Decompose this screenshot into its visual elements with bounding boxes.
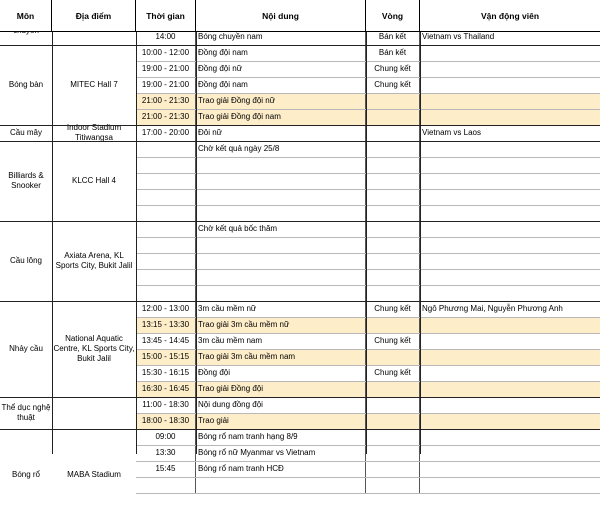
athletes-cell [420,445,600,461]
time-cell: 21:00 - 21:30 [136,109,196,125]
time-cell [136,269,196,285]
venue-name: MITEC Hall 7 [70,80,118,89]
row-divider [136,205,600,206]
time-cell: 14:00 [136,29,196,45]
round-cell [366,141,420,157]
row-divider [136,349,600,350]
time-cell: 13:45 - 14:45 [136,333,196,349]
sport-name: Thể dục nghệ thuật [1,403,51,422]
table-row [136,413,600,429]
content-cell [196,237,366,253]
sport-name: Billiards & Snooker [8,171,44,190]
table-row [136,381,600,397]
time-cell [136,189,196,205]
time-cell [136,205,196,221]
athletes-cell [420,173,600,189]
content-cell: Trao giải Đồng đội nam [196,109,366,125]
row-divider [136,253,600,254]
athletes-cell [420,77,600,93]
time-cell: 13:15 - 13:30 [136,317,196,333]
sport-name: Nhảy cầu [9,344,43,353]
venue-name [52,397,136,429]
table-row [136,189,600,205]
group-divider [0,221,600,222]
group-divider [0,301,600,302]
round-cell: Chung kết [366,77,420,93]
round-cell [366,429,420,445]
row-divider [136,77,600,78]
table-row [136,333,600,349]
venue-name: Axiata Arena, KL Sports City, Bukit Jalil [55,251,133,270]
venue-name: National Aquatic Centre, KL Sports City, Bukit Jalil [53,334,135,363]
round-cell [366,205,420,221]
group-divider [0,141,600,142]
venue-name: KLCC Hall 4 [71,176,116,185]
header-vdv: Vận động viên [420,0,600,32]
content-cell [196,189,366,205]
time-cell [136,173,196,189]
athletes-cell [420,45,600,61]
table-row [136,445,600,461]
round-cell [366,413,420,429]
round-cell [366,173,420,189]
time-cell [136,221,196,237]
row-divider [136,493,600,494]
content-cell [196,477,366,493]
content-cell: Chờ kết quả bốc thăm [196,221,366,237]
athletes-cell [420,477,600,493]
table-row [136,109,600,125]
content-cell: Bóng rổ nam tranh HCĐ [196,461,366,477]
sport-name: Bóng bàn [8,80,44,89]
row-divider [136,157,600,158]
table-row [136,141,600,157]
time-cell: 16:30 - 16:45 [136,381,196,397]
content-cell: Đồng đội nam [196,77,366,93]
table-row [136,397,600,413]
table-row [136,317,600,333]
row-divider [136,317,600,318]
round-cell [366,349,420,365]
table-row [136,93,600,109]
content-cell: Trao giải 3m cầu mềm nữ [196,317,366,333]
row-divider [136,269,600,270]
row-divider [136,365,600,366]
athletes-cell [420,205,600,221]
time-cell [136,253,196,269]
content-cell [196,157,366,173]
table-row [136,173,600,189]
group-divider [0,125,600,126]
athletes-cell: Vietnam vs Thailand [422,32,495,41]
time-cell: 15:30 - 16:15 [136,365,196,381]
time-cell: 12:00 - 13:00 [136,301,196,317]
content-cell: 3m cầu mềm nữ [196,301,366,317]
content-cell: Trao giải Đồng đội [196,381,366,397]
table-row [136,61,600,77]
row-divider [136,333,600,334]
round-cell [366,221,420,237]
table-row [136,205,600,221]
time-cell: 10:00 - 12:00 [136,45,196,61]
time-cell: 17:00 - 20:00 [136,125,196,141]
row-divider [136,173,600,174]
athletes-cell [420,93,600,109]
column-divider [196,0,197,454]
row-divider [136,237,600,238]
round-cell [366,125,420,141]
group-divider [0,397,600,398]
time-cell [136,141,196,157]
time-cell: 09:00 [136,429,196,445]
table-row [136,125,600,141]
header-dia-diem: Địa điểm [52,0,136,32]
round-cell [366,285,420,301]
group-divider [0,429,600,430]
athletes-cell [420,109,600,125]
time-cell: 19:00 - 21:00 [136,77,196,93]
athletes-cell [420,333,600,349]
table-row [136,477,600,493]
sport-name: Cầu mây [9,128,42,137]
athletes-cell [420,365,600,381]
content-cell [196,269,366,285]
venue-name: Indoor Stadium Titiwangsa [66,123,122,142]
table-row [136,269,600,285]
content-cell: Trao giải [196,413,366,429]
table-row [136,285,600,301]
athletes-cell [420,413,600,429]
sport-name: Cầu lông [9,256,43,265]
content-cell: Đồng đội [196,365,366,381]
athletes-cell [420,141,600,157]
athletes-cell [420,237,600,253]
table-row [136,157,600,173]
table-row [136,365,600,381]
round-cell [366,317,420,333]
round-cell [366,109,420,125]
round-cell: Bán kết [366,29,420,45]
column-divider [136,0,137,454]
round-cell [366,381,420,397]
time-cell [136,477,196,493]
athletes-cell [420,317,600,333]
round-cell [366,157,420,173]
round-cell [366,253,420,269]
venue-name: MABA Stadium [67,470,121,479]
athletes-cell [420,429,600,445]
row-divider [136,445,600,446]
content-cell: Bóng rổ nữ Myanmar vs Vietnam [196,445,366,461]
table-row [136,221,600,237]
athletes-cell [420,253,600,269]
content-cell: Trao giải Đồng đội nữ [196,93,366,109]
column-divider [420,0,421,454]
round-cell [366,237,420,253]
time-cell: 21:00 - 21:30 [136,93,196,109]
sport-name: Bóng rổ [11,470,41,479]
content-cell: Chờ kết quả ngày 25/8 [196,141,366,157]
group-divider [0,45,600,46]
round-cell [366,397,420,413]
athletes-cell [420,397,600,413]
column-divider [366,0,367,454]
time-cell: 18:00 - 18:30 [136,413,196,429]
header-mon: Môn [0,0,52,32]
content-cell [196,173,366,189]
round-cell: Chung kết [366,365,420,381]
round-cell [366,445,420,461]
header-noi-dung: Nội dung [196,0,366,32]
athletes-cell [420,285,600,301]
athletes-cell [420,349,600,365]
time-cell: 11:00 - 18:30 [136,397,196,413]
athletes-cell [420,157,600,173]
round-cell [366,189,420,205]
round-cell: Chung kết [366,301,420,317]
time-cell: 15:45 [136,461,196,477]
row-divider [136,285,600,286]
athletes-cell [420,381,600,397]
row-divider [136,189,600,190]
round-cell: Chung kết [366,61,420,77]
time-cell [136,157,196,173]
row-divider [136,461,600,462]
content-cell [196,205,366,221]
column-divider [52,0,53,454]
table-row [136,429,600,445]
content-cell: Trao giải 3m cầu mềm nam [196,349,366,365]
content-cell: Bóng rổ nam tranh hạng 8/9 [196,429,366,445]
header-thoi-gian: Thời gian [136,0,196,32]
athletes-cell: Vietnam vs Laos [422,128,481,137]
athletes-cell [420,189,600,205]
content-cell [196,253,366,269]
round-cell [366,477,420,493]
table-row [136,45,600,61]
content-cell: Bóng chuyền nam [196,29,366,45]
content-cell: Đồng đội nam [196,45,366,61]
header-vong: Vòng [366,0,420,32]
round-cell [366,269,420,285]
athletes-cell [420,461,600,477]
row-divider [136,109,600,110]
athletes-cell [420,269,600,285]
athletes-cell [420,61,600,77]
row-divider [136,93,600,94]
content-cell: Đồng đội nữ [196,61,366,77]
table-row [136,301,600,317]
content-cell: Nội dung đồng đội [196,397,366,413]
time-cell [136,237,196,253]
table-row [136,461,600,477]
athletes-cell: Ngô Phương Mai, Nguyễn Phương Anh [422,304,563,313]
round-cell: Bán kết [366,45,420,61]
row-divider [136,61,600,62]
time-cell [136,285,196,301]
table-row [136,77,600,93]
row-divider [136,381,600,382]
content-cell: Đôi nữ [196,125,366,141]
content-cell: 3m cầu mềm nam [196,333,366,349]
row-divider [136,477,600,478]
time-cell: 13:30 [136,445,196,461]
athletes-cell [420,221,600,237]
content-cell [196,285,366,301]
round-cell: Chung kết [366,333,420,349]
time-cell: 19:00 - 21:00 [136,61,196,77]
round-cell [366,461,420,477]
round-cell [366,93,420,109]
table-row [136,253,600,269]
row-divider [136,413,600,414]
table-row [136,237,600,253]
table-row [136,349,600,365]
time-cell: 15:00 - 15:15 [136,349,196,365]
